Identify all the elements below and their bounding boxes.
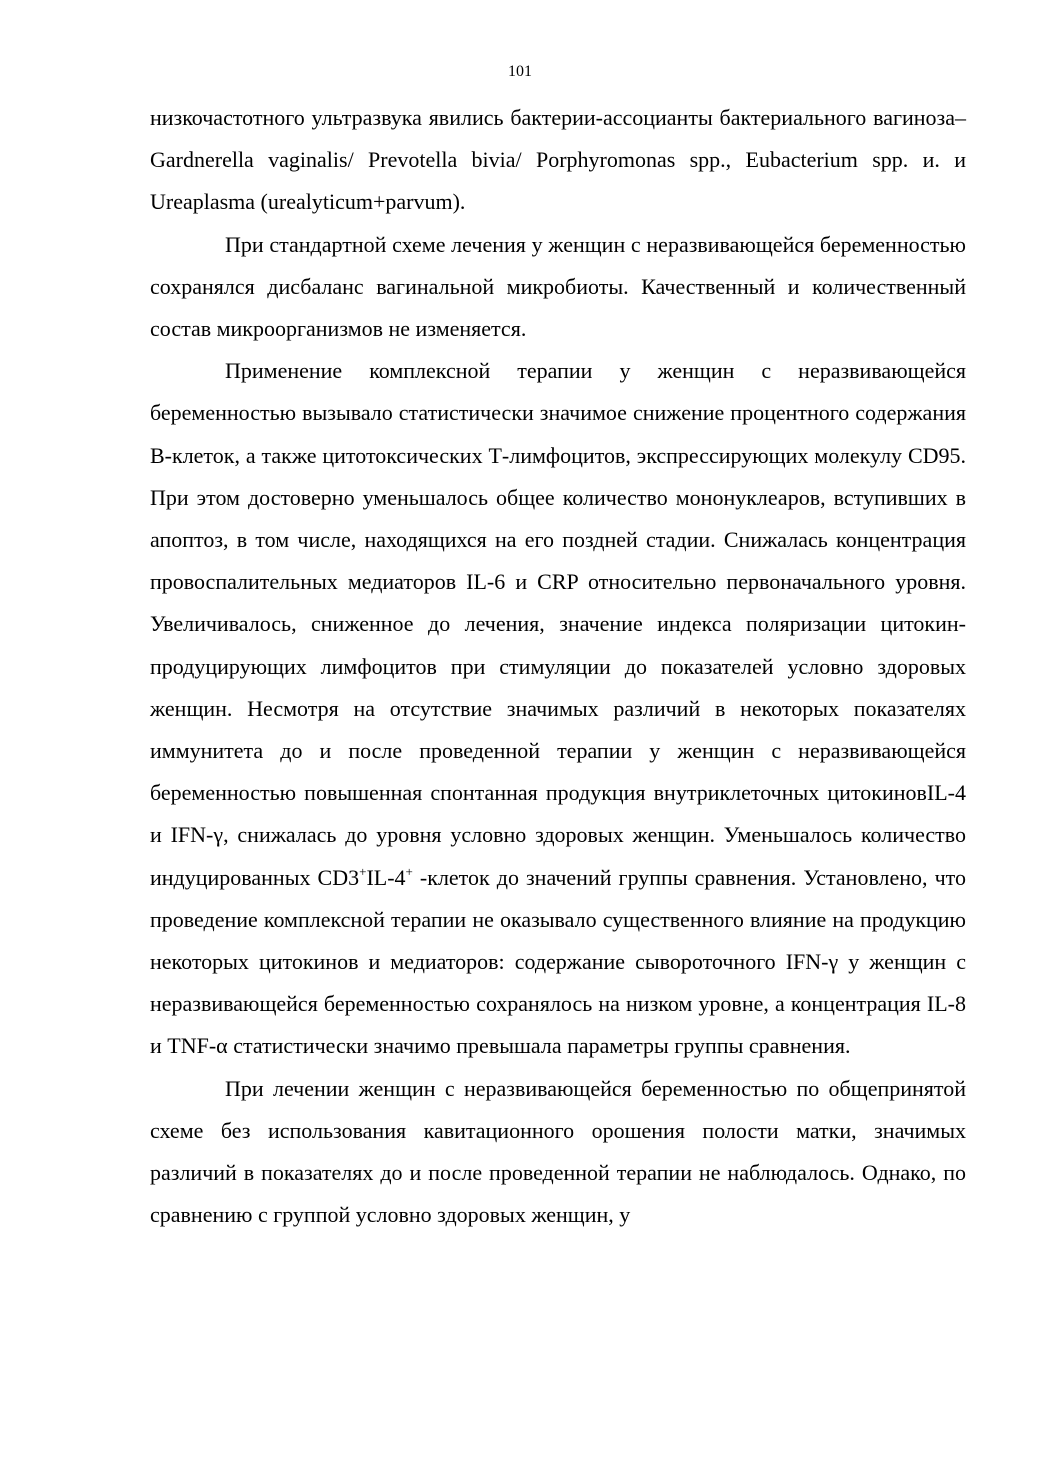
paragraph-3	[150, 350, 966, 1067]
cd3-superscript: +	[359, 863, 367, 879]
paragraph-4: При лечении женщин с неразвивающейся беременностью по общепринятой схеме без использования кавитационного орошения полости матки, значимых различий в показателях до и после проведенной терапии не наблюдалось. Однако, по сравнению с группой условно здоровых женщин, у	[150, 1075, 966, 1228]
page-number: 101	[508, 63, 532, 80]
paragraph-3-text-b: -клеток до значений группы сравнения. Установлено, что проведение комплексной терапии не оказывало существенного влияние на продукцию некоторых цитокинов и медиаторов: содержание сывороточного IFN-γ у женщин с неразвивающейся беременностью сохранялось на низком уровне, а концентрация IL-8 и TNF-α статистически значимо превышала параметры группы сравнения.	[150, 864, 966, 1059]
paragraph-2: При стандартной схеме лечения у женщин с неразвивающейся беременностью сохранялся дисбаланс вагинальной микробиоты. Качественный и количественный состав микроорганизмов не изменяется.	[150, 231, 966, 342]
paragraph-1: низкочастотного ультразвука явились бактерии-ассоцианты бактериального вагиноза– Gardnerella vaginalis/ Prevotella bivia/ Porphyromonas spp., Eubacterium spp. и. и Ureaplasma (urealyticum+parvum).	[150, 105, 966, 215]
cd3-label: CD3	[317, 864, 360, 890]
il4-superscript: +	[405, 863, 413, 879]
document-body	[150, 97, 966, 1236]
il4-label: IL-4	[366, 864, 406, 890]
paragraph-3-text-a: Применение комплексной терапии у женщин с неразвивающейся беременностью вызывало статистически значимое снижение процентного содержания В-клеток, а также цитотоксических Т-лимфоцитов, экспрессирующих молекулу CD95. При этом достоверно уменьшалось общее количество мононуклеаров, вступивших в апоптоз, в том числе, находящихся на его поздней стадии. Снижалась концентрация провоспалительных медиаторов IL-6 и CRP относительно первоначального уровня. Увеличивалось, сниженное до лечения, значение индекса поляризации цитокин-продуцирующих лимфоцитов при стимуляции до показателей условно здоровых женщин. Несмотря на отсутствие значимых различий в некоторых показателях иммунитета до и после проведенной терапии у женщин с неразвивающейся беременностью повышенная спонтанная продукция внутриклеточных цитокиновIL-4 и IFN-γ, снижалась до уровня условно здоровых женщин. Уменьшалось количество индуцированных	[150, 358, 966, 890]
